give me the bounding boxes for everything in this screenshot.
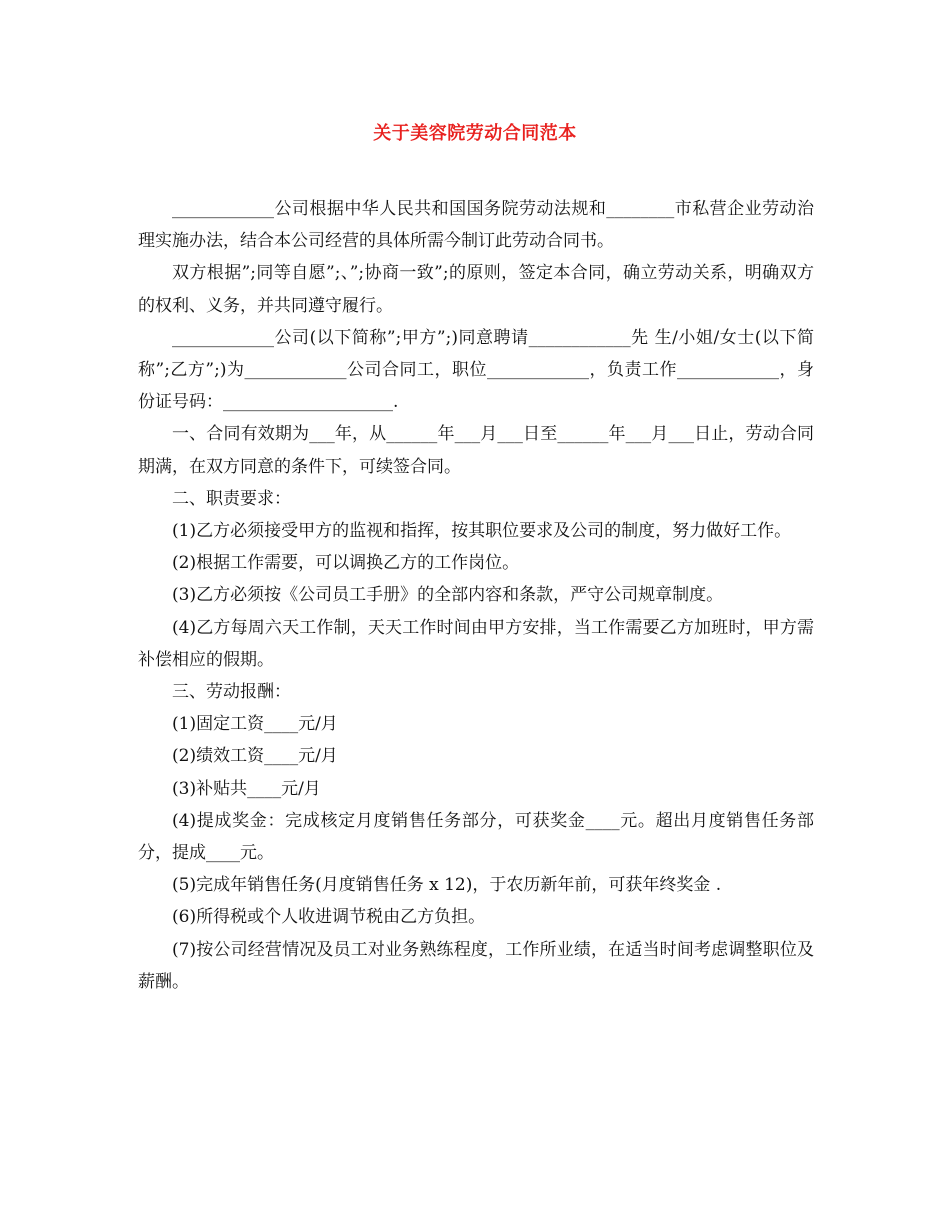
pay-item-4: (4)提成奖金：完成核定月度销售任务部分，可获奖金____元。超出月度销售任务部分，提成____元。: [138, 810, 814, 864]
paragraph-parties: ____________公司(以下简称”;甲方”;)同意聘请____________先 生/小姐/女士(以下简称”;乙方”;)为____________公司合同工，职位____________，负责工作____________，身份证号码：____________________.: [138, 327, 814, 413]
pay-item-5: (5)完成年销售任务(月度销售任务 x 12)，于农历新年前，可获年终奖金 .: [172, 875, 722, 896]
duty-item-4: (4)乙方每周六天工作制，天天工作时间由甲方安排，当工作需要乙方加班时，甲方需补偿相应的假期。: [138, 617, 814, 670]
pay-item-7: (7)按公司经营情况及员工对业务熟练程度，工作所业绩，在适当时间考虑调整职位及薪酬。: [138, 939, 814, 992]
duty-item-1: (1)乙方必须接受甲方的监视和指挥，按其职位要求及公司的制度，努力做好工作。: [172, 521, 792, 542]
paragraph-intro: ____________公司根据中华人民共和国国务院劳动法规和________市私营企业劳动治理实施办法，结合本公司经营的具体所需今制订此劳动合同书。: [138, 199, 814, 252]
paragraph-term: 一、合同有效期为___年，从______年___月___日至______年___月___日止，劳动合同期满，在双方同意的条件下，可续签合同。: [138, 424, 814, 477]
pay-item-3: (3)补贴共____元/月: [172, 778, 321, 799]
pay-item-2: (2)绩效工资____元/月: [172, 746, 338, 767]
duty-item-2: (2)根据工作需要，可以调换乙方的工作岗位。: [172, 553, 520, 574]
section-heading-pay: 三、劳动报酬：: [172, 682, 291, 703]
duty-item-3: (3)乙方必须按《公司员工手册》的全部内容和条款，严守公司规章制度。: [172, 585, 724, 606]
section-heading-duties: 二、职责要求：: [172, 488, 291, 509]
pay-item-1: (1)固定工资____元/月: [172, 714, 338, 735]
document-body: [138, 193, 814, 998]
document-title: 关于美容院劳动合同范本: [373, 123, 577, 144]
paragraph-principles: 双方根据”;同等自愿”;、”;协商一致”;的原则，签定本合同，确立劳动关系，明确双方的权利、义务，并共同遵守履行。: [138, 263, 814, 316]
pay-item-6: (6)所得税或个人收进调节税由乙方负担。: [172, 907, 486, 928]
